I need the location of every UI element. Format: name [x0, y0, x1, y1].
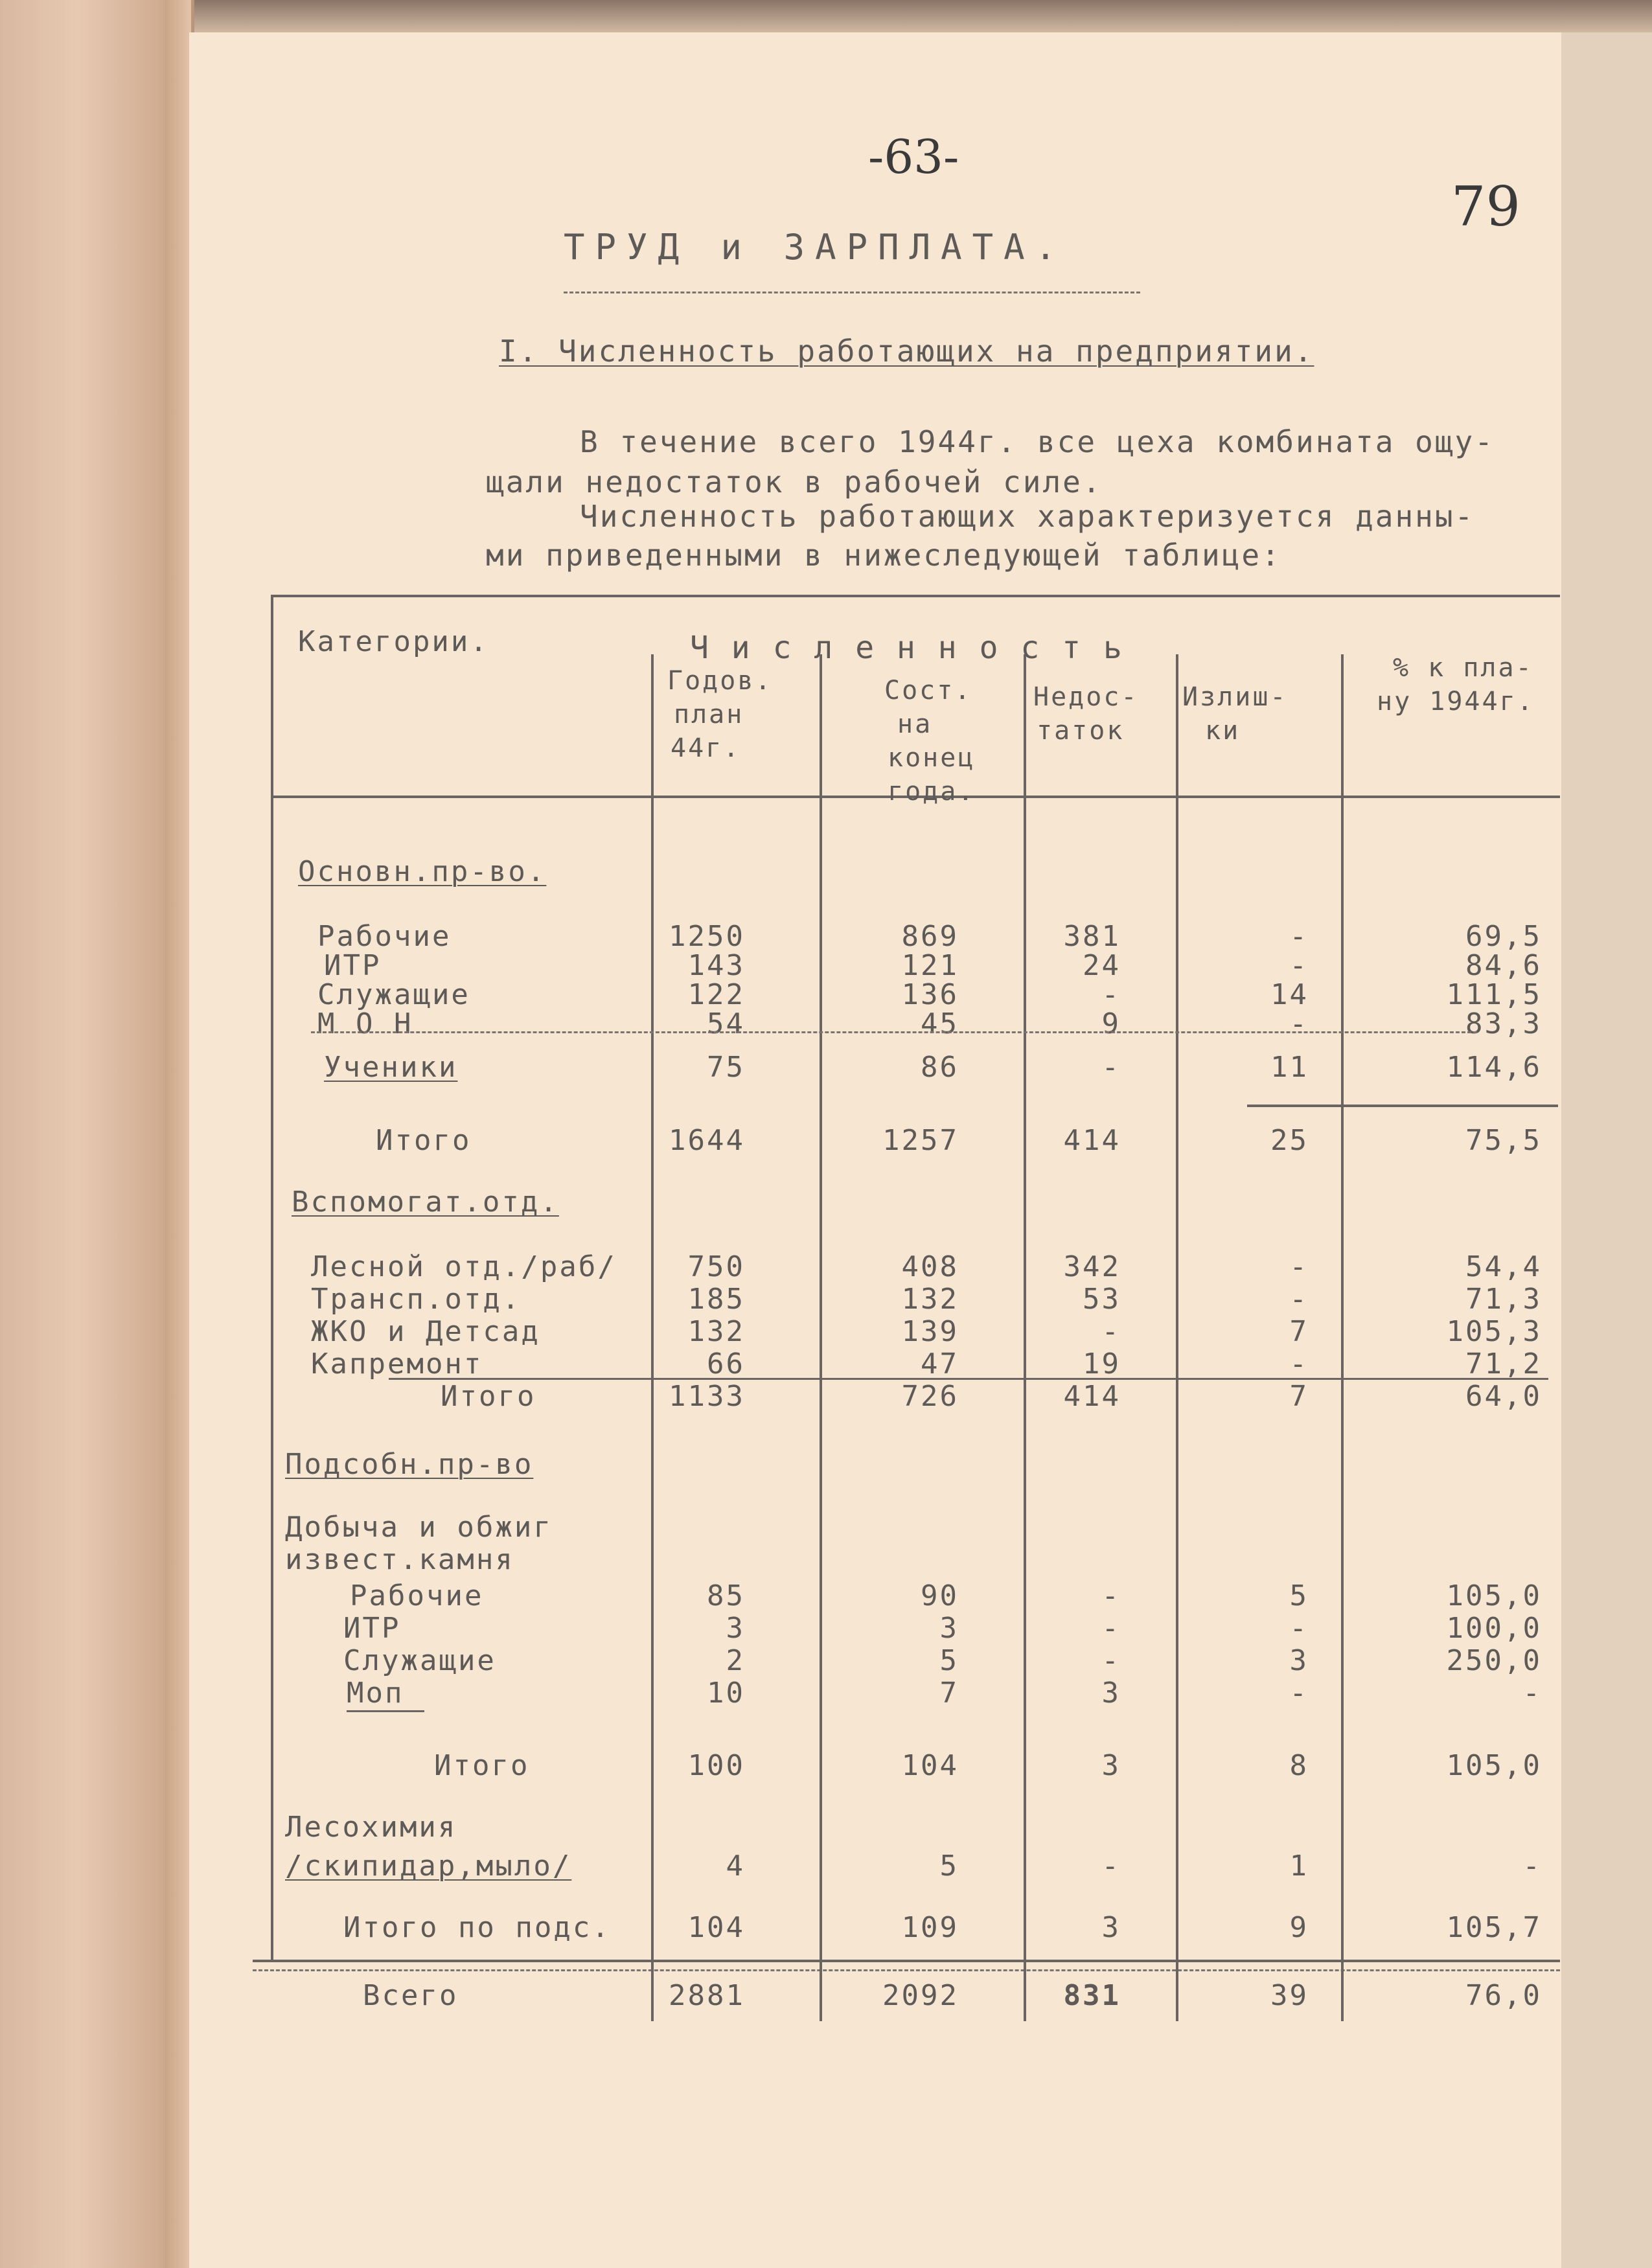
row-name: Капремонт [311, 1347, 483, 1380]
cell-pct: 105,0 [1446, 1579, 1542, 1612]
cell-pct: 105,7 [1446, 1911, 1542, 1944]
row-rule [347, 1710, 424, 1712]
total-name: Итого [441, 1380, 536, 1413]
row-name: Ученики [324, 1051, 458, 1084]
cell-plan: 132 [687, 1315, 745, 1348]
cell-plan: 122 [687, 978, 745, 1011]
cell-surplus: 8 [1289, 1749, 1309, 1782]
cell-pct: 100,0 [1446, 1612, 1542, 1645]
cell-short: 53 [1083, 1283, 1121, 1316]
header-pct-2: ну 1944г. [1377, 687, 1535, 716]
cell-plan: 3 [726, 1612, 745, 1645]
row-name: Служащие [343, 1644, 496, 1677]
header-short-2: таток [1037, 716, 1125, 746]
section-heading: I. Численность работающих на предприятии. [499, 334, 1314, 369]
header-category: Категории. [298, 625, 489, 658]
cell-pct: 71,3 [1465, 1283, 1542, 1316]
cell-plan: 10 [707, 1677, 745, 1710]
cell-plan: 2881 [669, 1979, 745, 2012]
cell-surplus: - [1289, 1612, 1309, 1645]
header-surplus-1: Излиш- [1182, 682, 1288, 712]
cell-actual: 45 [921, 1007, 959, 1040]
cell-surplus: - [1289, 1347, 1309, 1380]
row-name: Моп [347, 1677, 404, 1710]
cell-surplus: - [1289, 1007, 1309, 1040]
cell-plan: 2 [726, 1644, 745, 1677]
paragraph-line: ми приведенными в нижеследующей таблице: [486, 538, 1281, 573]
cell-actual: 2092 [882, 1979, 959, 2012]
cell-plan: 4 [726, 1850, 745, 1883]
cell-actual: 132 [901, 1283, 959, 1316]
cell-actual: 86 [921, 1051, 959, 1084]
cell-actual: 408 [901, 1250, 959, 1283]
cell-surplus: 39 [1270, 1979, 1309, 2012]
cell-short: 414 [1063, 1380, 1121, 1413]
cell-surplus: 11 [1270, 1051, 1309, 1084]
header-plan-2: план [674, 700, 744, 729]
cell-surplus: 7 [1289, 1380, 1309, 1413]
cell-surplus: 7 [1289, 1315, 1309, 1348]
cell-short: 381 [1063, 920, 1121, 953]
cell-pct: 250,0 [1446, 1644, 1542, 1677]
row-name: М О Н [317, 1007, 413, 1040]
cell-actual: 109 [901, 1911, 959, 1944]
header-actual-3: конец [888, 743, 976, 773]
cell-actual: 5 [939, 1850, 959, 1883]
cell-actual: 121 [901, 949, 959, 982]
header-plan-1: Годов. [667, 666, 773, 696]
cell-pct: 114,6 [1446, 1051, 1542, 1084]
cell-short: 414 [1063, 1124, 1121, 1157]
folder-spine-edge [165, 0, 191, 2268]
header-actual-4: года. [888, 777, 976, 807]
cell-plan: 1133 [669, 1380, 745, 1413]
cell-short: 3 [1101, 1911, 1121, 1944]
row-strike-dash [311, 1031, 1477, 1033]
cell-surplus: - [1289, 1677, 1309, 1710]
cell-surplus: 3 [1289, 1644, 1309, 1677]
cell-pct: 111,5 [1446, 978, 1542, 1011]
paragraph-line: щали недостаток в рабочей силе. [486, 464, 1103, 499]
page-number: -63- [868, 130, 959, 184]
row-name: Рабочие [350, 1579, 484, 1612]
header-pct-1: % к пла- [1393, 653, 1533, 683]
row-name: ИТР [343, 1612, 401, 1645]
cell-actual: 136 [901, 978, 959, 1011]
cell-short: 3 [1101, 1749, 1121, 1782]
row-name: /скипидар,мыло/ [285, 1850, 572, 1883]
cell-short: - [1101, 1579, 1121, 1612]
row-name: Служащие [317, 978, 470, 1011]
cell-actual: 7 [939, 1677, 959, 1710]
cell-short: - [1101, 1850, 1121, 1883]
cell-plan: 750 [687, 1250, 745, 1283]
group-title: Вспомогат.отд. [292, 1186, 559, 1219]
col-rule-surplus [1176, 654, 1178, 2021]
cell-actual: 90 [921, 1579, 959, 1612]
cell-surplus: 1 [1289, 1850, 1309, 1883]
cell-short: 9 [1101, 1007, 1121, 1040]
cell-pct: 105,3 [1446, 1315, 1542, 1348]
table-bottom-dash [253, 1969, 1560, 1971]
cell-short: - [1101, 1051, 1121, 1084]
group-subtitle: извест.камня [285, 1543, 514, 1576]
col-rule-pct [1341, 654, 1344, 2021]
header-actual-2: на [897, 709, 933, 739]
cell-short: - [1101, 1644, 1121, 1677]
header-group: Ч и с л е н н о с т ь [690, 630, 1124, 666]
cell-actual: 47 [921, 1347, 959, 1380]
folio-number: 79 [1451, 175, 1520, 238]
cell-pct: 105,0 [1446, 1749, 1542, 1782]
cell-plan: 54 [707, 1007, 745, 1040]
col-rule-actual [820, 654, 822, 2021]
cell-actual: 869 [901, 920, 959, 953]
cell-surplus: 5 [1289, 1579, 1309, 1612]
table-bottom-rule [253, 1960, 1560, 1962]
cell-plan: 66 [707, 1347, 745, 1380]
cell-actual: 104 [901, 1749, 959, 1782]
cell-short: - [1101, 978, 1121, 1011]
cell-short: 24 [1083, 949, 1121, 982]
group-title: Подсобн.пр-во [285, 1448, 534, 1481]
table-left-rule [271, 595, 273, 1962]
row-rule [389, 1378, 1548, 1380]
cell-pct: 64,0 [1465, 1380, 1542, 1413]
cell-pct: 69,5 [1465, 920, 1542, 953]
cell-pct: 54,4 [1465, 1250, 1542, 1283]
header-short-1: Недос- [1033, 682, 1139, 712]
row-name: Рабочие [317, 920, 452, 953]
header-surplus-2: ки [1205, 716, 1241, 746]
row-name: ЖКО и Детсад [311, 1315, 540, 1348]
cell-plan: 1250 [669, 920, 745, 953]
cell-actual: 3 [939, 1612, 959, 1645]
page-title: ТРУД и ЗАРПЛАТА. [564, 227, 1067, 268]
total-name: Итого по подс. [343, 1911, 611, 1944]
cell-pct: - [1522, 1850, 1542, 1883]
cell-plan: 143 [687, 949, 745, 982]
paragraph-line: В течение всего 1944г. все цеха комбината ощу- [580, 424, 1495, 459]
under-sheet [1561, 32, 1652, 2268]
top-strip [194, 0, 1652, 36]
row-name: Лесной отд./раб/ [311, 1250, 617, 1283]
cell-short: 831 [1063, 1979, 1121, 2012]
group-subtitle: Добыча и обжиг [285, 1511, 553, 1544]
cell-short: - [1101, 1315, 1121, 1348]
cell-actual: 5 [939, 1644, 959, 1677]
table-top-rule [271, 595, 1560, 597]
cell-surplus: - [1289, 1283, 1309, 1316]
cell-pct: 71,2 [1465, 1347, 1542, 1380]
group-title: Основн.пр-во. [298, 855, 547, 888]
row-name: ИТР [324, 949, 382, 982]
cell-plan: 104 [687, 1911, 745, 1944]
cell-actual: 1257 [882, 1124, 959, 1157]
cell-plan: 1644 [669, 1124, 745, 1157]
cell-actual: 139 [901, 1315, 959, 1348]
cell-surplus: 25 [1270, 1124, 1309, 1157]
subtotal-rule [1247, 1105, 1558, 1107]
cell-surplus: - [1289, 1250, 1309, 1283]
cell-short: 3 [1101, 1677, 1121, 1710]
cell-surplus: - [1289, 949, 1309, 982]
cell-pct: - [1522, 1677, 1542, 1710]
grand-total-name: Всего [363, 1979, 459, 2012]
cell-actual: 726 [901, 1380, 959, 1413]
cell-pct: 75,5 [1465, 1124, 1542, 1157]
cell-surplus: 14 [1270, 978, 1309, 1011]
total-name: Итого [376, 1124, 472, 1157]
cell-pct: 84,6 [1465, 949, 1542, 982]
cell-pct: 83,3 [1465, 1007, 1542, 1040]
row-name: Трансп.отд. [311, 1283, 522, 1316]
cell-plan: 100 [687, 1749, 745, 1782]
paragraph-line: Численность работающих характеризуется данны- [580, 499, 1475, 534]
header-actual-1: Сост. [884, 676, 972, 705]
cell-surplus: 9 [1289, 1911, 1309, 1944]
title-rule [564, 292, 1140, 293]
cell-short: - [1101, 1612, 1121, 1645]
row-name: Лесохимия [285, 1811, 457, 1844]
cell-plan: 185 [687, 1283, 745, 1316]
cell-short: 19 [1083, 1347, 1121, 1380]
cell-surplus: - [1289, 920, 1309, 953]
cell-plan: 85 [707, 1579, 745, 1612]
cell-short: 342 [1063, 1250, 1121, 1283]
cell-pct: 76,0 [1465, 1979, 1542, 2012]
cell-plan: 75 [707, 1051, 745, 1084]
total-name: Итого [434, 1749, 530, 1782]
header-plan-3: 44г. [671, 733, 741, 763]
